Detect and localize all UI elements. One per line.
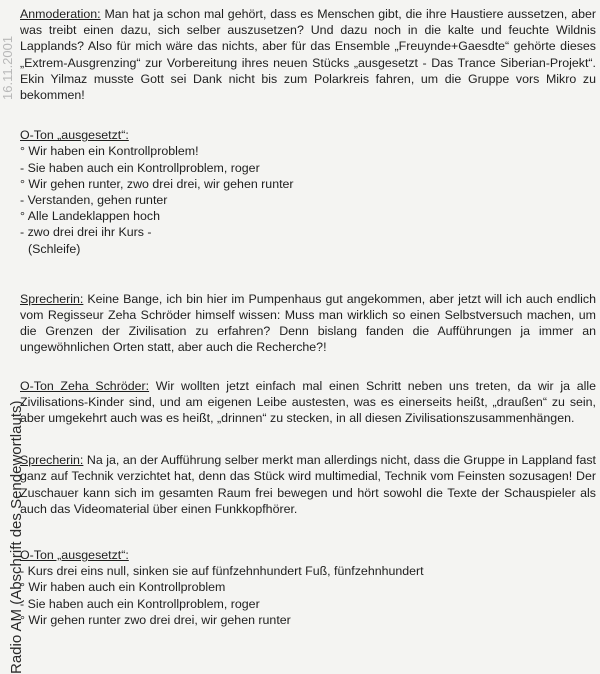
dialogue-line: - Sie haben auch ein Kontrollproblem, roger <box>20 596 260 611</box>
paragraph-text: Man hat ja schon mal gehört, dass es Menschen gibt, die ihre Haustiere aussetzen, aber was treibt einen dazu, sich selber auszusetzen? Und dazu noch in die kalte und feuchte Wildnis Lapplands? Also für mich wäre das nichts, aber für das Ensemble „Freuynde+Gaesdte“ gehörte dieses „Extrem-Ausgrenzing“ zur Vorbereitung ihres neuen Stücks „ausgesetzt - Das Trance Siberian-Projekt“. Ekin Yilmaz musste Gott sei Dank nicht bis zum Polarkreis fahren, um die Gruppe vors Mikro zu bekommen! <box>20 7 596 103</box>
paragraph-text: Wir wollten jetzt einfach mal einen Schritt neben uns treten, da wir ja alle Zivilisations-Kinder sind, und am eigenen Leibe austesten, was es einerseits heißt, „draußen“ zu sein, aber umgekehrt auch was es heißt, „drinnen“ zu stecken, in all diesen Zivilisationszusammenhängen. <box>20 378 596 426</box>
paragraph-text: Keine Bange, ich bin hier im Pumpenhaus gut angekommen, aber jetzt will ich auch endlich vom Regisseur Zeha Schröder himself wissen: Muss man wirklich so einen Selbstversuch machen, um die Grenzen der Zivilisation zu erfahren? Denn bislang fanden die Aufführungen ja immer an ungewöhnlichen Orten statt, aber auch die Recherche?! <box>20 291 596 355</box>
dialogue-line: (Schleife) <box>28 241 81 256</box>
speaker-label: Sprecherin: <box>20 453 84 468</box>
dialogue-line: ° Wir haben ein Kontrollproblem! <box>20 144 199 159</box>
transcript <box>20 6 596 628</box>
otone-schroeder-paragraph <box>20 378 596 427</box>
dialogue-line: ° Wir gehen runter zwo drei drei, wir gehen runter <box>20 612 291 627</box>
dialogue-line: - zwo drei drei ihr Kurs - <box>20 225 152 240</box>
dialogue-line: - Kurs drei eins null, sinken sie auf fünfzehnhundert Fuß, fünfzehnhundert <box>20 564 424 579</box>
dialogue-line: - Verstanden, gehen runter <box>20 193 168 208</box>
dialogue-line: ° Wir haben auch ein Kontrollproblem <box>20 580 226 595</box>
speaker-label: Anmoderation: <box>20 7 101 21</box>
document-source-label: Radio AM (Abschrift des Sendewortlauts) <box>8 400 25 674</box>
paragraph-text: Na ja, an der Aufführung selber merkt man allerdings nicht, dass die Gruppe in Lappland fast ganz auf Technik verzichtet hat, denn das Stück wird multimedial, Technik vom Feinsten sozusagen! Der Zuschauer kann sich im gesamten Raum frei bewegen und hört sowohl die Texte der Schauspieler als auch das Videomaterial über einen Funkkopfhörer. <box>20 453 596 516</box>
dialogue-line: ° Wir gehen runter, zwo drei drei, wir gehen runter <box>20 176 294 191</box>
sprecherin-paragraph-1 <box>20 291 596 356</box>
fax-date-stamp: 16.11.2001 <box>0 35 15 100</box>
otone-block-1 <box>20 127 596 257</box>
otone-block-2 <box>20 547 596 628</box>
side-margin <box>0 0 25 674</box>
speaker-label: O-Ton Zeha Schröder: <box>20 378 150 393</box>
speaker-label: O-Ton „ausgesetzt“: <box>20 128 129 143</box>
sprecherin-paragraph-2 <box>20 452 596 517</box>
speaker-label: Sprecherin: <box>20 291 84 306</box>
anmoderation-paragraph <box>20 6 596 103</box>
dialogue-line: ° Alle Landeklappen hoch <box>20 209 160 224</box>
dialogue-line: - Sie haben auch ein Kontrollproblem, roger <box>20 160 260 175</box>
speaker-label: O-Ton „ausgesetzt“: <box>20 548 129 563</box>
